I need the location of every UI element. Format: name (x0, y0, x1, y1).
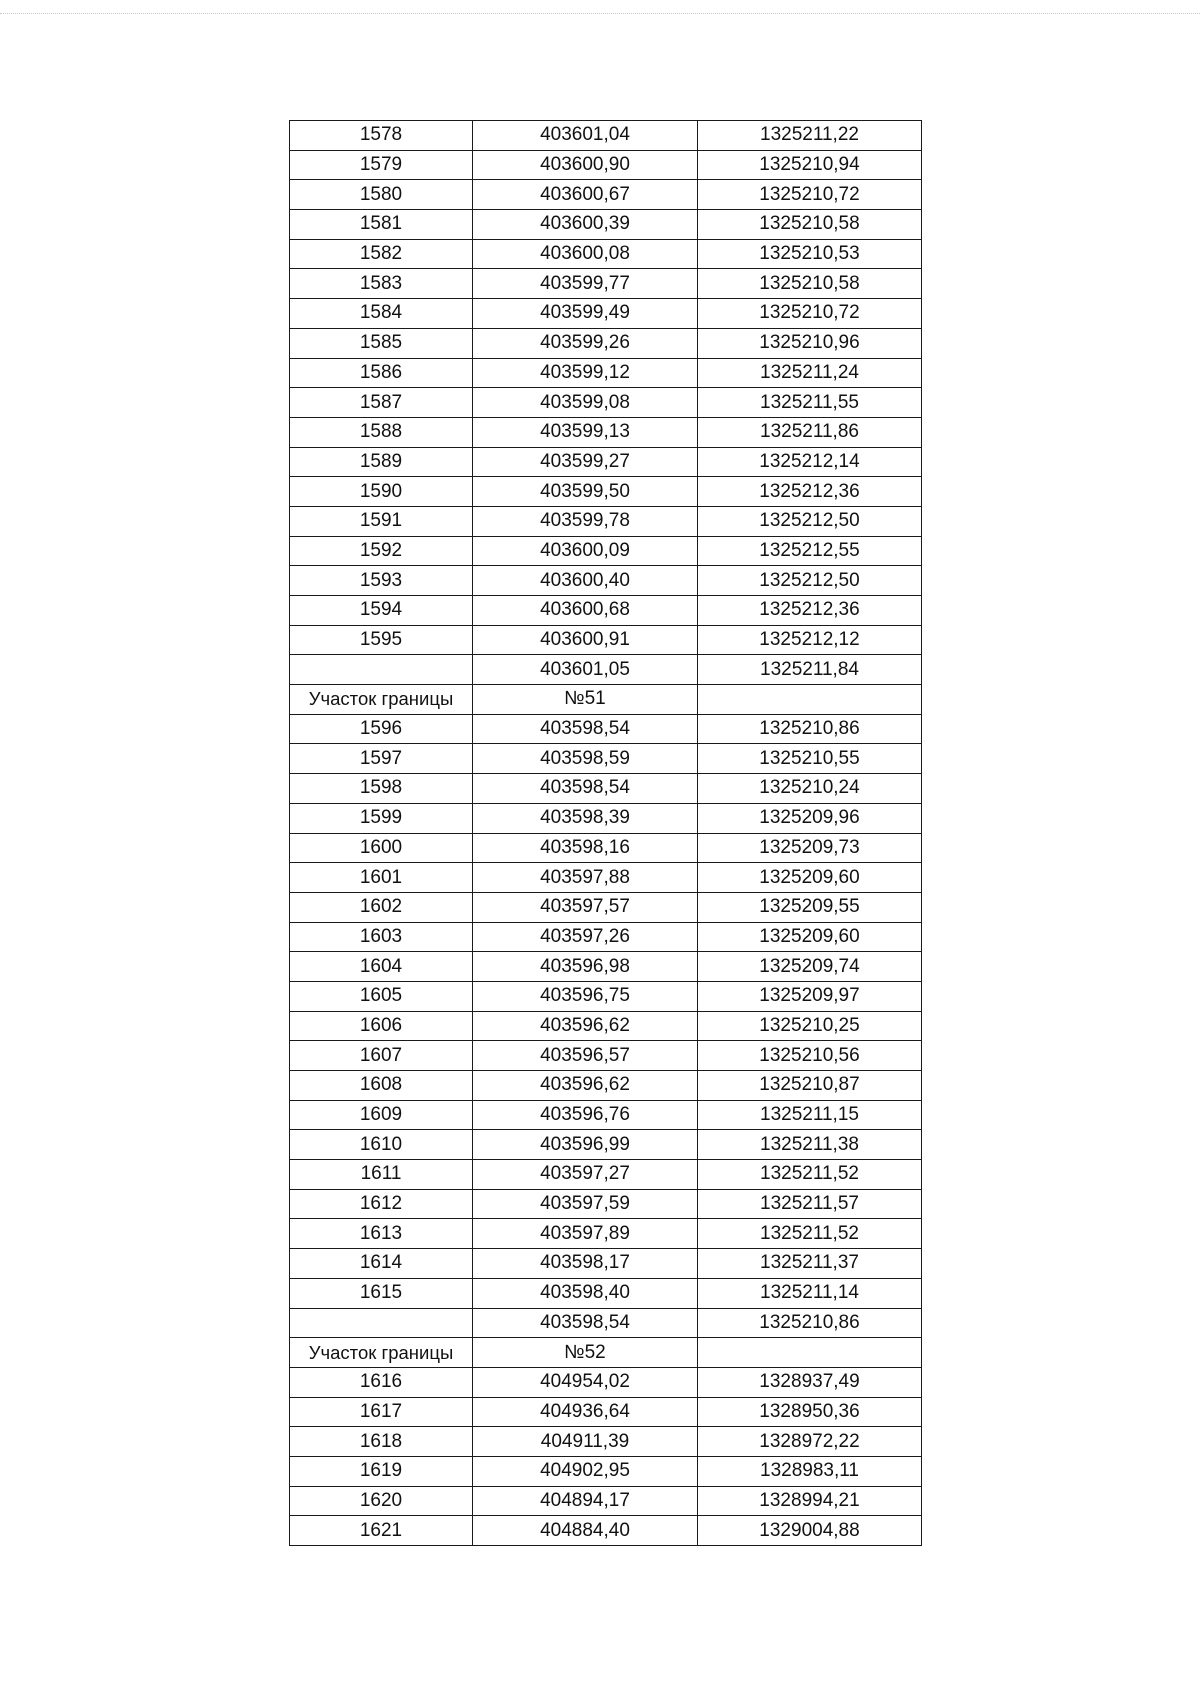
x-coordinate-cell: 403597,59 (473, 1189, 698, 1219)
y-coordinate-cell: 1325212,55 (698, 536, 922, 566)
point-number-cell: 1611 (290, 1160, 473, 1190)
point-number-cell: 1591 (290, 506, 473, 536)
point-number-cell: 1605 (290, 981, 473, 1011)
table-row (290, 506, 922, 536)
y-coordinate-cell: 1325210,24 (698, 774, 922, 804)
table-row (290, 803, 922, 833)
y-coordinate-cell: 1325211,22 (698, 121, 922, 151)
x-coordinate-cell: 403597,57 (473, 892, 698, 922)
table-row (290, 863, 922, 893)
point-number-cell: 1578 (290, 121, 473, 151)
table-row (290, 952, 922, 982)
table-row (290, 388, 922, 418)
y-coordinate-cell: 1325211,38 (698, 1130, 922, 1160)
x-coordinate-cell: 403601,05 (473, 655, 698, 685)
y-coordinate-cell: 1325209,73 (698, 833, 922, 863)
x-coordinate-cell: 403600,90 (473, 150, 698, 180)
x-coordinate-cell: 403598,54 (473, 714, 698, 744)
x-coordinate-cell: 403596,62 (473, 1011, 698, 1041)
table-row (290, 1456, 922, 1486)
y-coordinate-cell: 1325210,58 (698, 210, 922, 240)
x-coordinate-cell: 403596,98 (473, 952, 698, 982)
point-number-cell: 1581 (290, 210, 473, 240)
x-coordinate-cell: 403596,75 (473, 981, 698, 1011)
x-coordinate-cell: 403599,78 (473, 506, 698, 536)
point-number-cell: 1594 (290, 596, 473, 626)
x-coordinate-cell: 404902,95 (473, 1456, 698, 1486)
table-row (290, 1486, 922, 1516)
point-number-cell: 1588 (290, 417, 473, 447)
table-row (290, 892, 922, 922)
point-number-cell: 1604 (290, 952, 473, 982)
x-coordinate-cell: 403599,26 (473, 328, 698, 358)
point-number-cell: 1602 (290, 892, 473, 922)
x-coordinate-cell: 403600,40 (473, 566, 698, 596)
x-coordinate-cell: 403597,89 (473, 1219, 698, 1249)
point-number-cell: 1587 (290, 388, 473, 418)
table-row (290, 239, 922, 269)
point-number-cell: 1582 (290, 239, 473, 269)
point-number-cell: 1595 (290, 625, 473, 655)
x-coordinate-cell: 403596,76 (473, 1100, 698, 1130)
table-row (290, 655, 922, 685)
boundary-coordinates-table (289, 120, 922, 1546)
x-coordinate-cell: 403601,04 (473, 121, 698, 151)
table-row (290, 1249, 922, 1279)
table-row (290, 1516, 922, 1546)
table-row (290, 1100, 922, 1130)
x-coordinate-cell: 403598,54 (473, 1308, 698, 1338)
point-number-cell: 1606 (290, 1011, 473, 1041)
y-coordinate-cell: 1325209,96 (698, 803, 922, 833)
table-row (290, 744, 922, 774)
x-coordinate-cell: 404954,02 (473, 1367, 698, 1397)
point-number-cell: 1613 (290, 1219, 473, 1249)
x-coordinate-cell: 403600,08 (473, 239, 698, 269)
x-coordinate-cell: 403596,57 (473, 1041, 698, 1071)
x-coordinate-cell: 403597,26 (473, 922, 698, 952)
y-coordinate-cell: 1325212,12 (698, 625, 922, 655)
point-number-cell: 1599 (290, 803, 473, 833)
table-row (290, 477, 922, 507)
point-number-cell: 1616 (290, 1367, 473, 1397)
x-coordinate-cell: 403596,62 (473, 1071, 698, 1101)
y-coordinate-cell: 1325211,52 (698, 1219, 922, 1249)
x-coordinate-cell: 403599,12 (473, 358, 698, 388)
y-coordinate-cell: 1325210,72 (698, 180, 922, 210)
x-coordinate-cell: 403598,17 (473, 1249, 698, 1279)
x-coordinate-cell: 403598,54 (473, 774, 698, 804)
y-coordinate-cell: 1325212,50 (698, 566, 922, 596)
table-row (290, 1011, 922, 1041)
x-coordinate-cell: 403600,91 (473, 625, 698, 655)
section-empty-cell (698, 685, 922, 715)
table-row (290, 774, 922, 804)
x-coordinate-cell: 403599,49 (473, 299, 698, 329)
y-coordinate-cell: 1325211,84 (698, 655, 922, 685)
table-row (290, 417, 922, 447)
x-coordinate-cell: 403599,50 (473, 477, 698, 507)
y-coordinate-cell: 1325212,36 (698, 596, 922, 626)
table-row (290, 210, 922, 240)
point-number-cell: 1598 (290, 774, 473, 804)
point-number-cell (290, 1308, 473, 1338)
y-coordinate-cell: 1325212,14 (698, 447, 922, 477)
table-row (290, 1219, 922, 1249)
x-coordinate-cell: 403598,59 (473, 744, 698, 774)
point-number-cell: 1619 (290, 1456, 473, 1486)
point-number-cell: 1608 (290, 1071, 473, 1101)
table-row (290, 1189, 922, 1219)
point-number-cell: 1585 (290, 328, 473, 358)
x-coordinate-cell: 403597,27 (473, 1160, 698, 1190)
y-coordinate-cell: 1325210,96 (698, 328, 922, 358)
section-label: Участок границы (290, 1338, 473, 1368)
table-row (290, 121, 922, 151)
section-number: №52 (473, 1338, 698, 1368)
point-number-cell: 1584 (290, 299, 473, 329)
section-header-row (290, 685, 922, 715)
y-coordinate-cell: 1325211,52 (698, 1160, 922, 1190)
y-coordinate-cell: 1325211,86 (698, 417, 922, 447)
y-coordinate-cell: 1325210,58 (698, 269, 922, 299)
section-number: №51 (473, 685, 698, 715)
y-coordinate-cell: 1325210,56 (698, 1041, 922, 1071)
table-row (290, 180, 922, 210)
point-number-cell: 1603 (290, 922, 473, 952)
point-number-cell: 1609 (290, 1100, 473, 1130)
x-coordinate-cell: 403599,13 (473, 417, 698, 447)
y-coordinate-cell: 1325210,86 (698, 1308, 922, 1338)
x-coordinate-cell: 403597,88 (473, 863, 698, 893)
table-row (290, 1278, 922, 1308)
y-coordinate-cell: 1328972,22 (698, 1427, 922, 1457)
y-coordinate-cell: 1325211,55 (698, 388, 922, 418)
y-coordinate-cell: 1325209,60 (698, 863, 922, 893)
point-number-cell: 1593 (290, 566, 473, 596)
x-coordinate-cell: 404884,40 (473, 1516, 698, 1546)
point-number-cell: 1592 (290, 536, 473, 566)
table-row (290, 922, 922, 952)
table-row (290, 1071, 922, 1101)
point-number-cell: 1589 (290, 447, 473, 477)
table-row (290, 299, 922, 329)
y-coordinate-cell: 1325211,15 (698, 1100, 922, 1130)
section-label: Участок границы (290, 685, 473, 715)
table-row (290, 1367, 922, 1397)
table-row (290, 1397, 922, 1427)
point-number-cell: 1579 (290, 150, 473, 180)
table-row (290, 1130, 922, 1160)
y-coordinate-cell: 1328937,49 (698, 1367, 922, 1397)
point-number-cell: 1618 (290, 1427, 473, 1457)
y-coordinate-cell: 1328994,21 (698, 1486, 922, 1516)
table-row (290, 566, 922, 596)
y-coordinate-cell: 1325210,55 (698, 744, 922, 774)
point-number-cell: 1621 (290, 1516, 473, 1546)
x-coordinate-cell: 403599,08 (473, 388, 698, 418)
y-coordinate-cell: 1328950,36 (698, 1397, 922, 1427)
point-number-cell: 1590 (290, 477, 473, 507)
point-number-cell: 1615 (290, 1278, 473, 1308)
table-row (290, 1160, 922, 1190)
scan-edge-line (0, 13, 1200, 14)
point-number-cell: 1586 (290, 358, 473, 388)
x-coordinate-cell: 403598,16 (473, 833, 698, 863)
x-coordinate-cell: 404911,39 (473, 1427, 698, 1457)
table-row (290, 833, 922, 863)
y-coordinate-cell: 1328983,11 (698, 1456, 922, 1486)
point-number-cell: 1601 (290, 863, 473, 893)
point-number-cell (290, 655, 473, 685)
x-coordinate-cell: 403600,39 (473, 210, 698, 240)
table-row (290, 150, 922, 180)
x-coordinate-cell: 404894,17 (473, 1486, 698, 1516)
table-row (290, 981, 922, 1011)
x-coordinate-cell: 403600,09 (473, 536, 698, 566)
y-coordinate-cell: 1325210,25 (698, 1011, 922, 1041)
table-row (290, 269, 922, 299)
x-coordinate-cell: 403598,40 (473, 1278, 698, 1308)
table-row (290, 714, 922, 744)
table-row (290, 328, 922, 358)
table-row (290, 625, 922, 655)
x-coordinate-cell: 403598,39 (473, 803, 698, 833)
y-coordinate-cell: 1325210,86 (698, 714, 922, 744)
point-number-cell: 1617 (290, 1397, 473, 1427)
point-number-cell: 1583 (290, 269, 473, 299)
point-number-cell: 1580 (290, 180, 473, 210)
y-coordinate-cell: 1325211,57 (698, 1189, 922, 1219)
point-number-cell: 1597 (290, 744, 473, 774)
point-number-cell: 1614 (290, 1249, 473, 1279)
y-coordinate-cell: 1325209,74 (698, 952, 922, 982)
table-row (290, 358, 922, 388)
table-row (290, 536, 922, 566)
table-row (290, 1041, 922, 1071)
table-row (290, 447, 922, 477)
point-number-cell: 1600 (290, 833, 473, 863)
section-empty-cell (698, 1338, 922, 1368)
y-coordinate-cell: 1325210,72 (698, 299, 922, 329)
table-row (290, 596, 922, 626)
point-number-cell: 1596 (290, 714, 473, 744)
y-coordinate-cell: 1325211,24 (698, 358, 922, 388)
x-coordinate-cell: 403599,27 (473, 447, 698, 477)
table-row (290, 1308, 922, 1338)
x-coordinate-cell: 403596,99 (473, 1130, 698, 1160)
section-header-row (290, 1338, 922, 1368)
table-row (290, 1427, 922, 1457)
y-coordinate-cell: 1325212,36 (698, 477, 922, 507)
x-coordinate-cell: 403600,67 (473, 180, 698, 210)
y-coordinate-cell: 1325211,14 (698, 1278, 922, 1308)
y-coordinate-cell: 1325211,37 (698, 1249, 922, 1279)
y-coordinate-cell: 1325210,87 (698, 1071, 922, 1101)
y-coordinate-cell: 1325212,50 (698, 506, 922, 536)
point-number-cell: 1612 (290, 1189, 473, 1219)
x-coordinate-cell: 403599,77 (473, 269, 698, 299)
y-coordinate-cell: 1329004,88 (698, 1516, 922, 1546)
x-coordinate-cell: 404936,64 (473, 1397, 698, 1427)
y-coordinate-cell: 1325209,97 (698, 981, 922, 1011)
y-coordinate-cell: 1325210,94 (698, 150, 922, 180)
y-coordinate-cell: 1325209,55 (698, 892, 922, 922)
coordinates-table-body (290, 121, 922, 1546)
y-coordinate-cell: 1325209,60 (698, 922, 922, 952)
y-coordinate-cell: 1325210,53 (698, 239, 922, 269)
x-coordinate-cell: 403600,68 (473, 596, 698, 626)
point-number-cell: 1620 (290, 1486, 473, 1516)
point-number-cell: 1610 (290, 1130, 473, 1160)
point-number-cell: 1607 (290, 1041, 473, 1071)
